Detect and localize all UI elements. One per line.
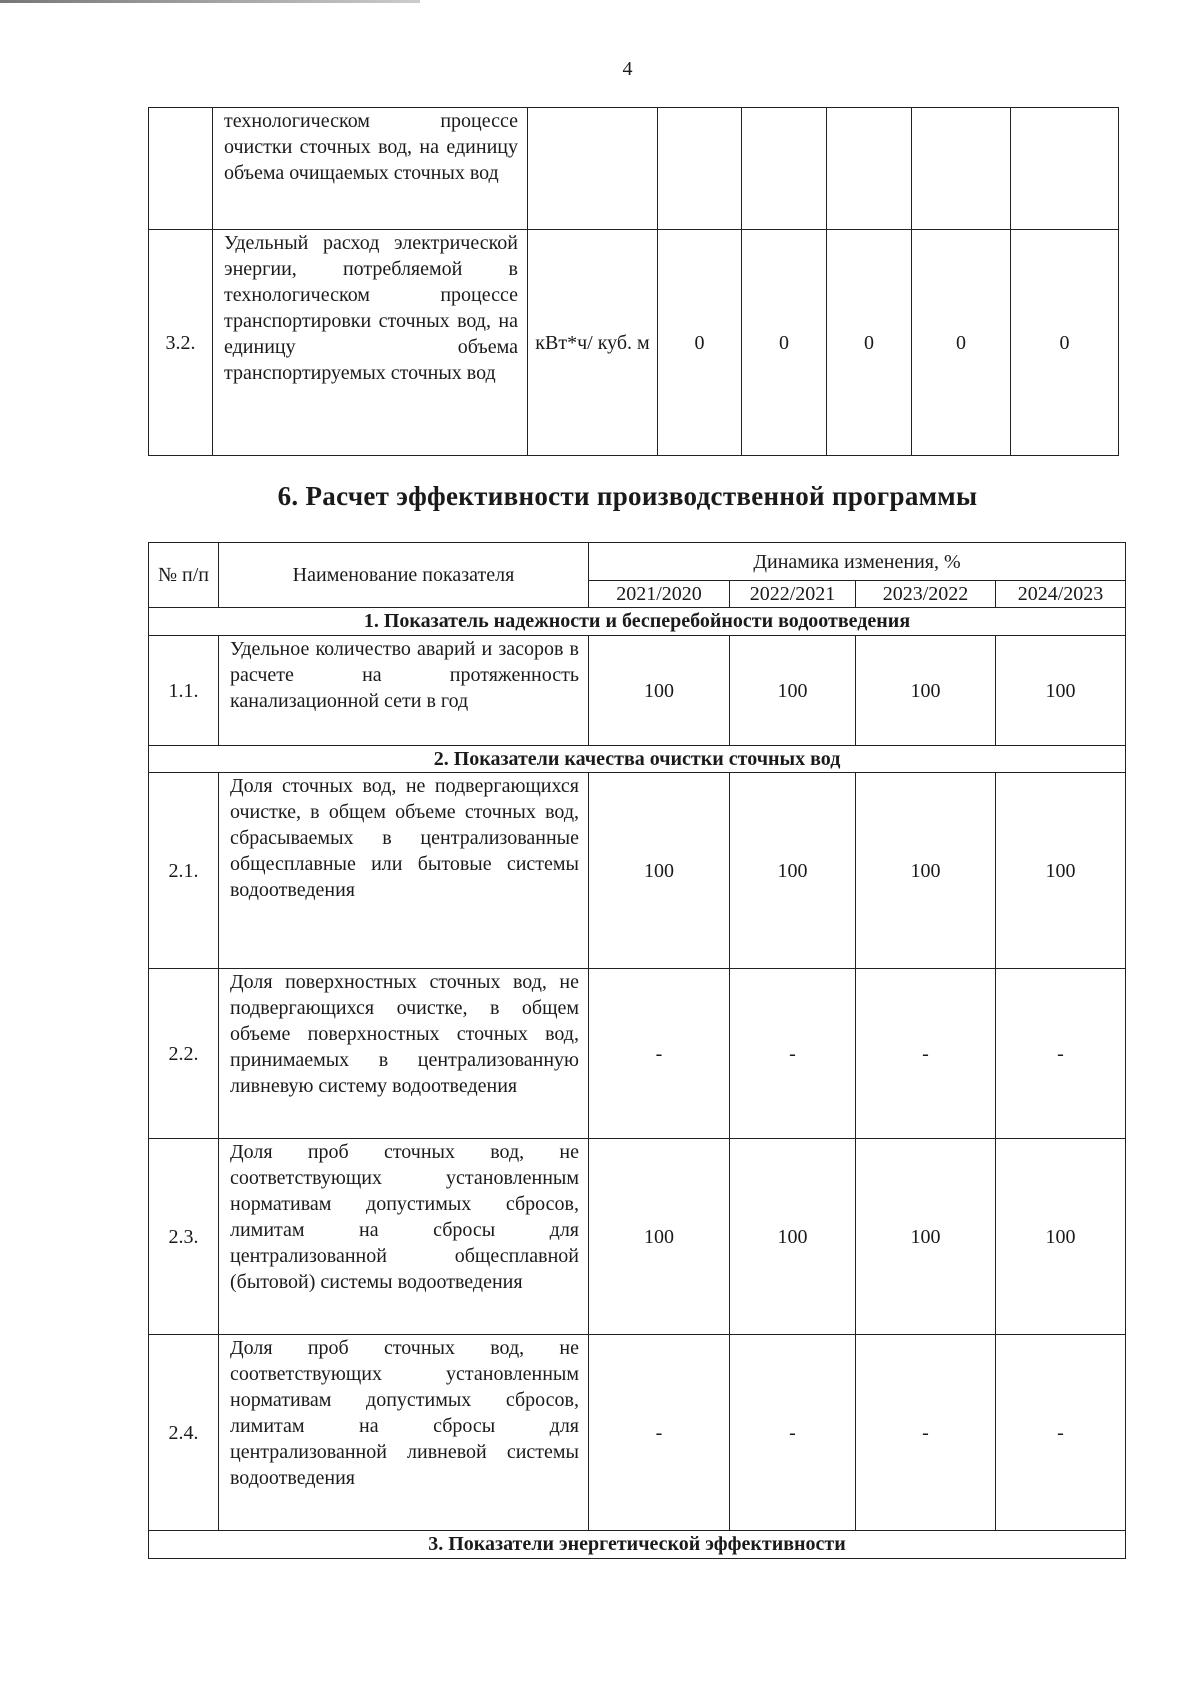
value-cell: 100 — [856, 636, 996, 746]
value-cell: 0 — [742, 230, 827, 456]
continuation-table — [148, 107, 1119, 456]
value-cell: 100 — [996, 636, 1126, 746]
value-cell — [827, 108, 912, 230]
value-cell: - — [730, 969, 856, 1139]
table-row — [149, 1139, 1126, 1335]
value-cell: 0 — [1011, 230, 1119, 456]
row-number: 1.1. — [149, 636, 219, 746]
value-cell: 100 — [730, 1139, 856, 1335]
value-cell: 100 — [589, 1139, 730, 1335]
header-number: № п/п — [149, 543, 219, 608]
value-cell: 0 — [912, 230, 1011, 456]
header-year: 2021/2020 — [589, 581, 730, 608]
unit-cell: кВт*ч/ куб. м — [528, 230, 658, 456]
indicator-name: Доля проб сточных вод, не соответствующих установленным нормативам допустимых сбросов, лимитам на сбросы для централизованной общесплавной (бытовой) системы водоотведения — [219, 1139, 589, 1335]
header-indicator-name: Наименование показателя — [219, 543, 589, 608]
value-cell: 100 — [856, 1139, 996, 1335]
value-cell: 0 — [658, 230, 742, 456]
section-heading: 2. Показатели качества очистки сточных вод — [149, 746, 1126, 773]
indicator-name: Удельный расход электрической энергии, потребляемой в технологическом процессе транспортировки сточных вод, на единицу объема транспортируемых сточных вод — [213, 230, 528, 456]
header-year: 2024/2023 — [996, 581, 1126, 608]
table-header-row — [149, 543, 1126, 581]
table-row — [149, 108, 1119, 230]
indicator-name: технологическом процессе очистки сточных вод, на единицу объема очищаемых сточных вод — [213, 108, 528, 230]
row-number: 2.3. — [149, 1139, 219, 1335]
value-cell: - — [996, 969, 1126, 1139]
efficiency-table — [148, 542, 1126, 1559]
row-number: 2.1. — [149, 773, 219, 969]
section-heading: 1. Показатель надежности и бесперебойности водоотведения — [149, 608, 1126, 636]
section-row — [149, 1531, 1126, 1559]
value-cell: 100 — [589, 773, 730, 969]
table-row — [149, 773, 1126, 969]
indicator-name: Доля поверхностных сточных вод, не подвергающихся очистке, в общем объеме поверхностных сточных вод, принимаемых в централизованную ливневую систему водоотведения — [219, 969, 589, 1139]
table-row — [149, 1335, 1126, 1531]
value-cell: 100 — [589, 636, 730, 746]
indicator-name: Доля сточных вод, не подвергающихся очистке, в общем объеме сточных вод, сбрасываемых в централизованные общесплавные или бытовые системы водоотведения — [219, 773, 589, 969]
value-cell: 100 — [730, 773, 856, 969]
header-year: 2022/2021 — [730, 581, 856, 608]
row-number: 3.2. — [149, 230, 213, 456]
unit-cell — [528, 108, 658, 230]
table-row — [149, 230, 1119, 456]
header-year: 2023/2022 — [856, 581, 996, 608]
row-number — [149, 108, 213, 230]
value-cell: - — [730, 1335, 856, 1531]
table-row — [149, 636, 1126, 746]
value-cell — [742, 108, 827, 230]
value-cell — [658, 108, 742, 230]
page-number: 4 — [622, 58, 633, 80]
header-dynamics: Динамика изменения, % — [589, 543, 1126, 581]
section-row — [149, 746, 1126, 773]
section-title: 6. Расчет эффективности производственной программы — [277, 481, 978, 511]
indicator-name: Доля проб сточных вод, не соответствующих установленным нормативам допустимых сбросов, лимитам на сбросы для централизованной ливневой системы водоотведения — [219, 1335, 589, 1531]
row-number: 2.2. — [149, 969, 219, 1139]
scan-edge-artifact — [0, 0, 420, 3]
value-cell: 0 — [827, 230, 912, 456]
value-cell — [1011, 108, 1119, 230]
value-cell: 100 — [856, 773, 996, 969]
value-cell: - — [589, 969, 730, 1139]
value-cell — [912, 108, 1011, 230]
section-heading: 3. Показатели энергетической эффективности — [149, 1531, 1126, 1559]
table-row — [149, 969, 1126, 1139]
value-cell: - — [589, 1335, 730, 1531]
section-row — [149, 608, 1126, 636]
indicator-name: Удельное количество аварий и засоров в расчете на протяженность канализационной сети в год — [219, 636, 589, 746]
value-cell: 100 — [730, 636, 856, 746]
value-cell: 100 — [996, 773, 1126, 969]
value-cell: - — [856, 969, 996, 1139]
value-cell: - — [996, 1335, 1126, 1531]
row-number: 2.4. — [149, 1335, 219, 1531]
value-cell: 100 — [996, 1139, 1126, 1335]
value-cell: - — [856, 1335, 996, 1531]
